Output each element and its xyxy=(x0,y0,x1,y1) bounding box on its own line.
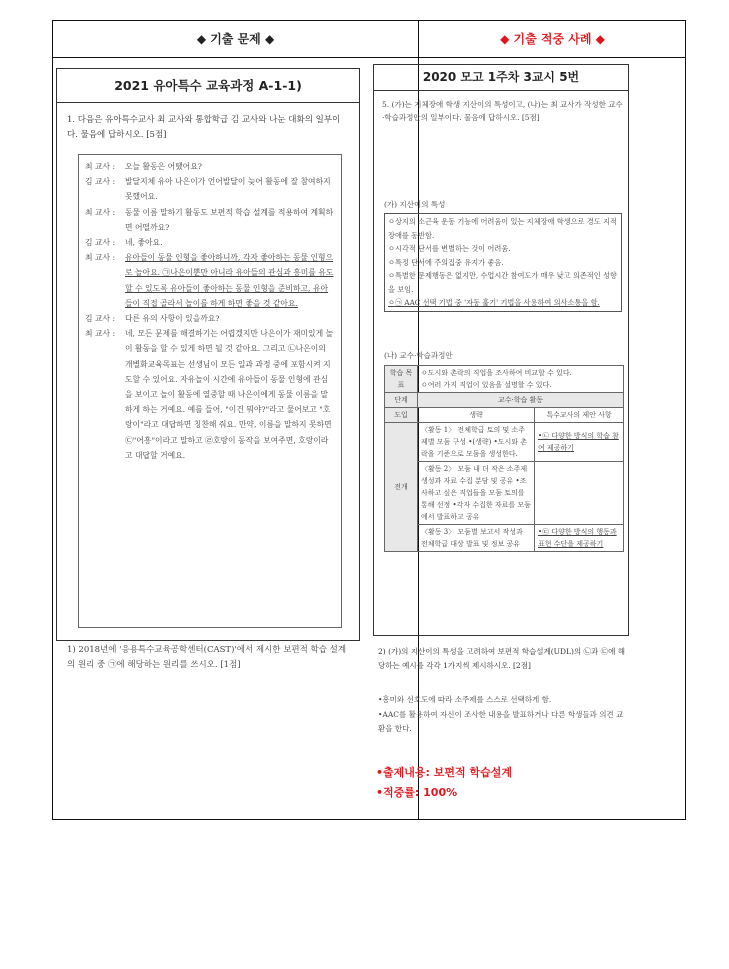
past-exam-subquestion: 1) 2018년에 '응용특수교육공학센터(CAST)'에서 제시한 보편적 학습 설계의 원리 중 ㉠에 해당하는 원리를 쓰시오. [1점] xyxy=(67,645,347,670)
utterance: 오늘 활동은 어땠어요? xyxy=(125,162,202,171)
hit-example-question: 5. (가)는 지체장애 학생 지산이의 특성이고, (나)는 최 교사가 작성한 교수·학습과정안의 일부이다. 물음에 답하시오. [5점] xyxy=(382,100,623,122)
suggestion-2-empty xyxy=(535,462,624,525)
lesson-plan-table xyxy=(384,365,624,552)
dialogue-line xyxy=(85,174,335,204)
model-answers xyxy=(378,693,630,737)
stage-header: 단계 xyxy=(385,393,418,408)
utterance: 네, 모든 문제를 해결하기는 어렵겠지만 나은이가 재미있게 놀이 활동을 할 수 있게 하면 될 것 같아요. 그리고 ㉡나은이의 개별화교육목표는 선생님이 모든 일과 과정 중에 포함시켜 지도할 수 있어요. 자유놀이 시간에 유아들이 동물 인형에 관심을 보이고 놀이 활동에 열중할 때 나은이에게 동물 이름을 말하게 하는 거예요. 예를 들어, "이건 뭐야?"라고 물어보고 "호랑이"라고 대답하면 칭찬해 줘요. 만약, 이름을 말하지 못하면 ㉢"어흥"이라고 말하고 ㉣호랑이 동작을 보여주면, 호랑이라고 대답할 거예요. xyxy=(125,329,334,460)
speaker: 최 교사 : xyxy=(85,207,116,217)
utterance: 발달지체 유아 나은이가 언어발달이 늦어 활동에 잘 참여하지 못했어요. xyxy=(125,177,331,202)
activity-2: 〈활동 2〉 모둠 내 더 작은 소주제 생성과 자료 수집 분담 및 공유 •조사하고 싶은 직업들을 모둠 토의를 통해 선정 •각자 수집한 자료를 모둠에서 발표하고 공유 xyxy=(418,462,535,525)
answer-item: •흥미와 선호도에 따라 소주제를 스스로 선택하게 함. xyxy=(378,695,552,704)
feature-item: ㅇ특별한 문제행동은 없지만, 수업시간 참여도가 매우 낮고 의존적인 성향을 보임. xyxy=(388,271,617,294)
activity-1: 〈활동 1〉 전체학급 토의 및 소주제별 모둠 구성 •(생략) •도시와 촌락을 기준으로 모둠을 생성한다. xyxy=(418,423,535,462)
suggestion-1: •㉡ 다양한 방식의 학습 참여 제공하기 xyxy=(535,423,624,462)
header-divider xyxy=(53,57,685,58)
dialogue-line xyxy=(85,235,335,250)
activity-3: 〈활동 3〉 모둠별 보고서 작성과 전체학급 대상 발표 및 정보 공유 xyxy=(418,525,535,552)
utterance: 다른 유의 사항이 있을까요? xyxy=(125,314,220,324)
speaker: 김 교사 : xyxy=(85,314,116,324)
teacher-suggestion-header: 특수교사의 제안 사항 xyxy=(535,408,624,423)
dialogue-line xyxy=(85,159,335,174)
feature-item: ㅇ시각적 단서를 변별하는 것이 어려움. xyxy=(388,244,511,253)
dialogue-line xyxy=(85,205,335,235)
activity-header: 교수·학습 활동 xyxy=(418,393,624,408)
plan-label: (나) 교수·학습과정안 xyxy=(384,351,453,360)
dialogue-line xyxy=(85,326,335,463)
exam-content-label: •출제내용: 보편적 학습설계 xyxy=(376,766,512,779)
past-exam-question: 1. 다음은 유아특수교사 최 교사와 통합학급 김 교사와 나눈 대화의 일부이다. 물음에 답하시오. [5점] xyxy=(67,115,341,140)
speaker: 최 교사 : xyxy=(85,329,116,339)
dialogue-line xyxy=(85,250,335,311)
dialogue-line xyxy=(85,311,335,326)
speaker: 최 교사 : xyxy=(85,162,116,171)
goals-cell xyxy=(418,366,624,393)
speaker: 김 교사 : xyxy=(85,238,116,248)
goal-item: ㅇ여러 가지 직업이 있음을 설명할 수 있다. xyxy=(421,381,552,389)
dialogue-box xyxy=(78,154,342,628)
features-label: (가) 지산이의 특성 xyxy=(384,200,446,209)
hit-example-title: 2020 모고 1주차 3교시 5번 xyxy=(374,65,628,91)
hit-example-box xyxy=(373,64,629,636)
speaker: 김 교사 : xyxy=(85,177,116,187)
development-stage: 전개 xyxy=(385,423,418,552)
utterance: 네, 좋아요. xyxy=(125,238,163,248)
hit-example-subquestion: 2) (가)의 지산이의 특성을 고려하여 보편적 학습설계(UDL)의 ㉡과 ㉢에 해당하는 예시를 각각 1가지씩 제시하시오. [2점] xyxy=(378,647,626,670)
answer-item: •AAC를 활용하여 자신이 조사한 내용을 발표하거나 다른 학생들과 의견 교환을 한다. xyxy=(378,709,624,733)
speaker: 최 교사 : xyxy=(85,253,116,263)
utterance: 동물 이름 말하기 활동도 보편적 학습 설계를 적용하여 계획하면 어떨까요? xyxy=(125,207,334,232)
hit-rate-label: •적중률: 100% xyxy=(376,786,458,799)
utterance: 유아들이 동물 인형을 좋아하니까, 각자 좋아하는 동물 인형으로 놀아요. ㉠나은이뿐만 아니라 유아들의 관심과 흥미를 유도할 수 있도록 유아들이 좋아하는 동물 인형을 준비하고, 유아들이 직접 골라서 놀이를 하게 하면 좋을 것 같아요. xyxy=(125,253,334,308)
intro-activity: 생략 xyxy=(418,408,535,423)
suggestion-3: •㉢ 다양한 방식의 행동과 표현 수단을 제공하기 xyxy=(535,525,624,552)
feature-item: ㅇ특정 단서에 주의집중 유지가 좋음. xyxy=(388,257,504,267)
intro-stage: 도입 xyxy=(385,408,418,423)
goal-item: ㅇ도시와 촌락의 직업을 조사하여 비교할 수 있다. xyxy=(421,369,572,377)
feature-item: ㅇ상지의 소근육 운동 기능에 어려움이 있는 지체장애 학생으로 경도 지적장애를 동반함. xyxy=(388,217,617,240)
goal-label: 학습 목표 xyxy=(385,366,418,393)
past-exam-box xyxy=(56,68,360,670)
right-column-header: ◆ 기출 적중 사례 ◆ xyxy=(500,32,605,46)
past-exam-title: 2021 유아특수 교육과정 A-1-1) xyxy=(57,69,359,103)
student-features-box xyxy=(384,213,622,312)
left-column-header: ◆ 기출 문제 ◆ xyxy=(196,32,275,46)
feature-item: ㅇ㉠ AAC 선택 기법 중 '자동 훑기' 기법을 사용하여 의사소통을 함. xyxy=(388,298,600,307)
